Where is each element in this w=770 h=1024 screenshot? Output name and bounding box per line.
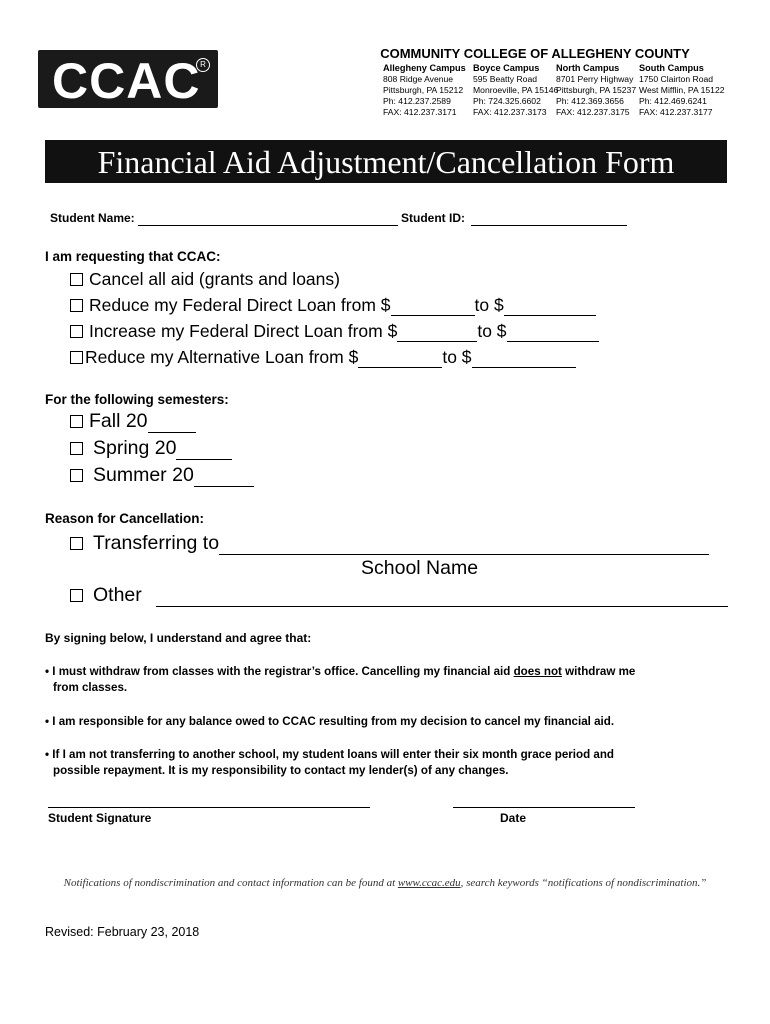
bullet-withdraw-tail: withdraw me — [561, 665, 636, 678]
campus-fax: FAX: 412.237.3177 — [639, 107, 713, 117]
campus-name: Allegheny Campus — [383, 63, 466, 73]
campus-city: Pittsburgh, PA 15237 — [556, 85, 637, 95]
date-label: Date — [500, 811, 527, 825]
bullet-grace-line2: possible repayment. It is my responsibility to contact my lender(s) of any changes. — [53, 764, 509, 777]
other-label: Other — [93, 584, 142, 606]
transferring-label: Transferring to — [93, 532, 220, 554]
campus-phone: Ph: 412.469.6241 — [639, 96, 707, 106]
bullet-grace-line1: • If I am not transferring to another school, my student loans will enter their six month grace period and — [45, 748, 615, 761]
signature-line[interactable] — [48, 793, 370, 808]
to-label: to $ — [442, 347, 472, 367]
bullet-grace-period — [45, 747, 745, 779]
revised-date: Revised: February 23, 2018 — [45, 925, 200, 939]
campus-allegheny — [383, 63, 466, 118]
bullet-balance: • I am responsible for any balance owed to CCAC resulting from my decision to cancel my financial aid. — [45, 715, 615, 728]
campus-address: 8701 Perry Highway — [556, 74, 634, 84]
cancel-all-checkbox[interactable] — [70, 273, 83, 286]
campus-fax: FAX: 412.237.3175 — [556, 107, 630, 117]
fall-year-field[interactable] — [148, 411, 196, 433]
to-label: to $ — [474, 295, 504, 315]
ccac-logo — [38, 50, 218, 108]
school-name-field[interactable] — [219, 533, 709, 555]
campus-name: South Campus — [639, 63, 704, 73]
college-name: COMMUNITY COLLEGE OF ALLEGHENY COUNTY — [380, 46, 690, 61]
option-reduce-alternative-loan — [70, 347, 576, 368]
reduce-direct-from-field[interactable] — [391, 297, 475, 316]
form-title: Financial Aid Adjustment/Cancellation Form — [97, 144, 675, 180]
signature-label: Student Signature — [48, 811, 152, 825]
option-increase-direct-loan — [70, 321, 599, 342]
reason-transferring — [70, 532, 709, 555]
notice-text-tail: , search keywords “notifications of nondiscrimination.” — [460, 877, 707, 889]
student-id-field[interactable] — [471, 211, 627, 226]
campus-north — [556, 63, 636, 118]
semester-summer — [70, 464, 254, 487]
bullet-withdraw — [45, 664, 745, 696]
reduce-direct-to-field[interactable] — [504, 297, 596, 316]
semesters-heading: For the following semesters: — [45, 392, 229, 407]
student-name-field[interactable] — [138, 211, 398, 226]
campus-city: West Mifflin, PA 15122 — [639, 85, 725, 95]
campus-address: 595 Beatty Road — [473, 74, 538, 84]
fall-checkbox[interactable] — [70, 415, 83, 428]
registered-mark: R — [196, 58, 210, 72]
agreement-intro: By signing below, I understand and agree that: — [45, 631, 312, 645]
spring-label: Spring 20 — [93, 437, 177, 459]
transferring-checkbox[interactable] — [70, 537, 83, 550]
campus-phone: Ph: 412.237.2589 — [383, 96, 451, 106]
notice-text: Notifications of nondiscrimination and contact information can be found at — [63, 877, 398, 889]
date-line[interactable] — [453, 793, 635, 808]
student-name-label: Student Name: — [50, 211, 135, 225]
campus-fax: FAX: 412.237.3171 — [383, 107, 457, 117]
reduce-alt-to-field[interactable] — [472, 349, 576, 368]
reduce-alt-label: Reduce my Alternative Loan from $ — [85, 347, 359, 367]
spring-year-field[interactable] — [176, 438, 232, 460]
option-cancel-all — [70, 269, 340, 290]
increase-direct-checkbox[interactable] — [70, 325, 83, 338]
does-not-emphasis: does not — [513, 665, 562, 678]
cancel-all-label: Cancel all aid (grants and loans) — [89, 269, 340, 289]
campus-name: North Campus — [556, 63, 620, 73]
bullet-withdraw-line2: from classes. — [53, 681, 128, 694]
fall-label: Fall 20 — [89, 410, 148, 432]
summer-label: Summer 20 — [93, 464, 194, 486]
reduce-direct-checkbox[interactable] — [70, 299, 83, 312]
other-checkbox[interactable] — [70, 589, 83, 602]
reduce-direct-label: Reduce my Federal Direct Loan from $ — [89, 295, 391, 315]
campus-name: Boyce Campus — [473, 63, 540, 73]
student-id-label: Student ID: — [401, 211, 465, 225]
campus-address: 1750 Clairton Road — [639, 74, 714, 84]
bullet-withdraw-text: • I must withdraw from classes with the registrar’s office. Cancelling my financial aid — [45, 665, 514, 678]
semester-spring — [70, 437, 232, 460]
campus-fax: FAX: 412.237.3173 — [473, 107, 547, 117]
nondiscrimination-notice — [0, 877, 770, 889]
increase-direct-label: Increase my Federal Direct Loan from $ — [89, 321, 398, 341]
summer-checkbox[interactable] — [70, 469, 83, 482]
campus-south — [639, 63, 725, 118]
reason-heading: Reason for Cancellation: — [45, 511, 205, 526]
semester-fall — [70, 410, 196, 433]
increase-direct-from-field[interactable] — [397, 323, 477, 342]
summer-year-field[interactable] — [194, 465, 254, 487]
request-heading: I am requesting that CCAC: — [45, 249, 221, 264]
campus-phone: Ph: 412.369.3656 — [556, 96, 624, 106]
campus-city: Monroeville, PA 15146 — [473, 85, 559, 95]
reason-other — [70, 584, 728, 607]
other-reason-field[interactable] — [156, 585, 728, 607]
campus-address: 808 Ridge Avenue — [383, 74, 454, 84]
title-banner — [45, 140, 727, 183]
reduce-alt-from-field[interactable] — [358, 349, 442, 368]
campus-boyce — [473, 63, 558, 118]
campus-city: Pittsburgh, PA 15212 — [383, 85, 464, 95]
logo-text: CCAC — [52, 53, 201, 109]
spring-checkbox[interactable] — [70, 442, 83, 455]
to-label: to $ — [477, 321, 507, 341]
increase-direct-to-field[interactable] — [507, 323, 599, 342]
ccac-website-link[interactable]: www.ccac.edu — [397, 877, 461, 889]
reduce-alt-checkbox[interactable] — [70, 351, 83, 364]
option-reduce-direct-loan — [70, 295, 596, 316]
school-name-caption: School Name — [361, 557, 479, 579]
campus-phone: Ph: 724.325.6602 — [473, 96, 541, 106]
